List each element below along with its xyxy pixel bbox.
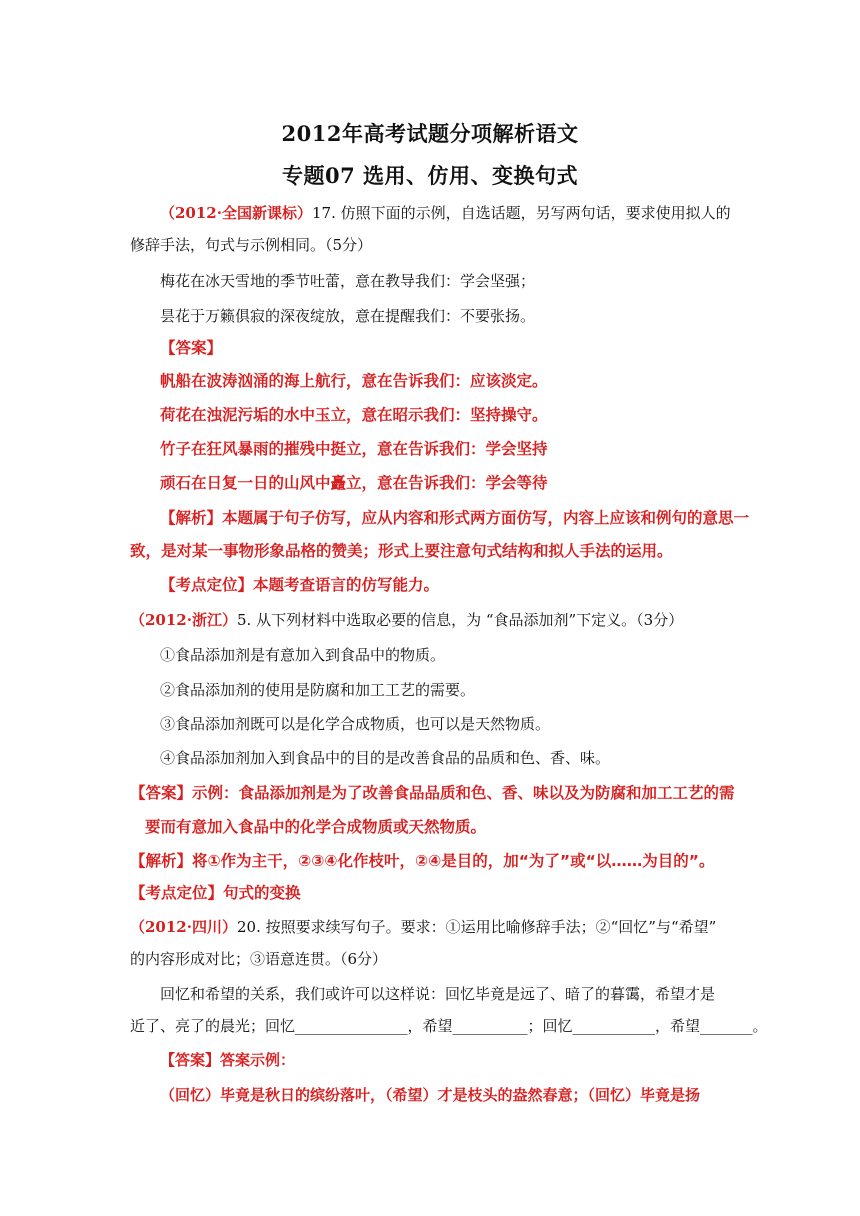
q1-answer-3: 竹子在狂风暴雨的摧残中挺立，意在告诉我们：学会坚持 bbox=[160, 440, 548, 458]
q2-item-2: ②食品添加剂的使用是防腐和加工工艺的需要。 bbox=[160, 681, 476, 699]
q1-answer-4: 顽石在日复一日的山风中矗立，意在告诉我们：学会等待 bbox=[160, 474, 548, 492]
q3-stem-line2: 的内容形成对比；③语意连贯。（6分） bbox=[130, 950, 388, 968]
q2-answer-line2: 要而有意加入食品中的化学合成物质或天然物质。 bbox=[145, 818, 487, 836]
q3-stem-line1 bbox=[130, 917, 716, 937]
q1-point: 【考点定位】本题考查语言的仿写能力。 bbox=[160, 576, 440, 594]
q2-point: 【考点定位】句式的变换 bbox=[130, 884, 301, 902]
q1-example1: 梅花在冰天雪地的季节吐蕾，意在教导我们：学会坚强； bbox=[160, 272, 536, 290]
q1-stem-line1 bbox=[160, 203, 731, 223]
q3-stem: 20. 按照要求续写句子。要求：①运用比喻修辞手法；②“回忆”与“希望” bbox=[236, 918, 717, 936]
q1-source: （2012·全国新课标） bbox=[160, 204, 312, 222]
q2-item-3: ③食品添加剂既可以是化学合成物质，也可以是天然物质。 bbox=[160, 715, 551, 733]
q2-stem-line bbox=[130, 610, 683, 630]
q3-source: （2012·四川） bbox=[130, 918, 237, 936]
q1-stem-line2: 修辞手法，句式与示例相同。（5分） bbox=[130, 236, 373, 254]
q1-example2: 昙花于万籁俱寂的深夜绽放，意在提醒我们：不要张扬。 bbox=[160, 307, 536, 325]
q3-answer-line1: （回忆）毕竟是秋日的缤纷落叶，（希望）才是枝头的盎然春意；（回忆）毕竟是扬 bbox=[160, 1086, 701, 1104]
q2-analysis: 【解析】将①作为主干，②③④化作枝叶，②④是目的，加“为了”或“以……为目的”。 bbox=[130, 852, 715, 870]
q2-stem: 5. 从下列材料中选取必要的信息，为 “食品添加剂”下定义。（3分） bbox=[236, 611, 684, 629]
q1-answer-tag: 【答案】 bbox=[160, 339, 223, 357]
q1-analysis-line1: 【解析】本题属于句子仿写，应从内容和形式两方面仿写，内容上应该和例句的意思一 bbox=[160, 509, 750, 527]
q1-analysis-line2: 致，是对某一事物形象品格的赞美；形式上要注意句式结构和拟人手法的运用。 bbox=[130, 542, 673, 560]
q3-text-line1: 回忆和希望的关系，我们或许可以这样说：回忆毕竟是远了、暗了的暮霭，希望才是 bbox=[160, 985, 716, 1003]
q1-stem: 17. 仿照下面的示例，自选话题，另写两句话，要求使用拟人的 bbox=[311, 204, 731, 222]
q3-answer-tag: 【答案】答案示例： bbox=[160, 1051, 296, 1069]
q2-item-1: ①食品添加剂是有意加入到食品中的物质。 bbox=[160, 646, 446, 664]
q2-answer-line1: 【答案】示例：食品添加剂是为了改善食品品质和色、香、味以及为防腐和加工工艺的需 bbox=[130, 784, 735, 802]
q2-item-4: ④食品添加剂加入到食品中的目的是改善食品的品质和色、香、味。 bbox=[160, 749, 611, 767]
q3-text-line2: 近了、亮了的晨光；回忆_______________，希望__________；回忆___________，希望_______。 bbox=[130, 1017, 768, 1035]
q1-answer-2: 荷花在浊泥污垢的水中玉立，意在昭示我们：坚持操守。 bbox=[160, 406, 548, 424]
q2-source: （2012·浙江） bbox=[130, 611, 237, 629]
document-title: 2012年高考试题分项解析语文 bbox=[281, 121, 579, 146]
q1-answer-1: 帆船在波涛汹涌的海上航行，意在告诉我们：应该淡定。 bbox=[160, 372, 548, 390]
section-title: 专题07 选用、仿用、变换句式 bbox=[281, 163, 579, 188]
